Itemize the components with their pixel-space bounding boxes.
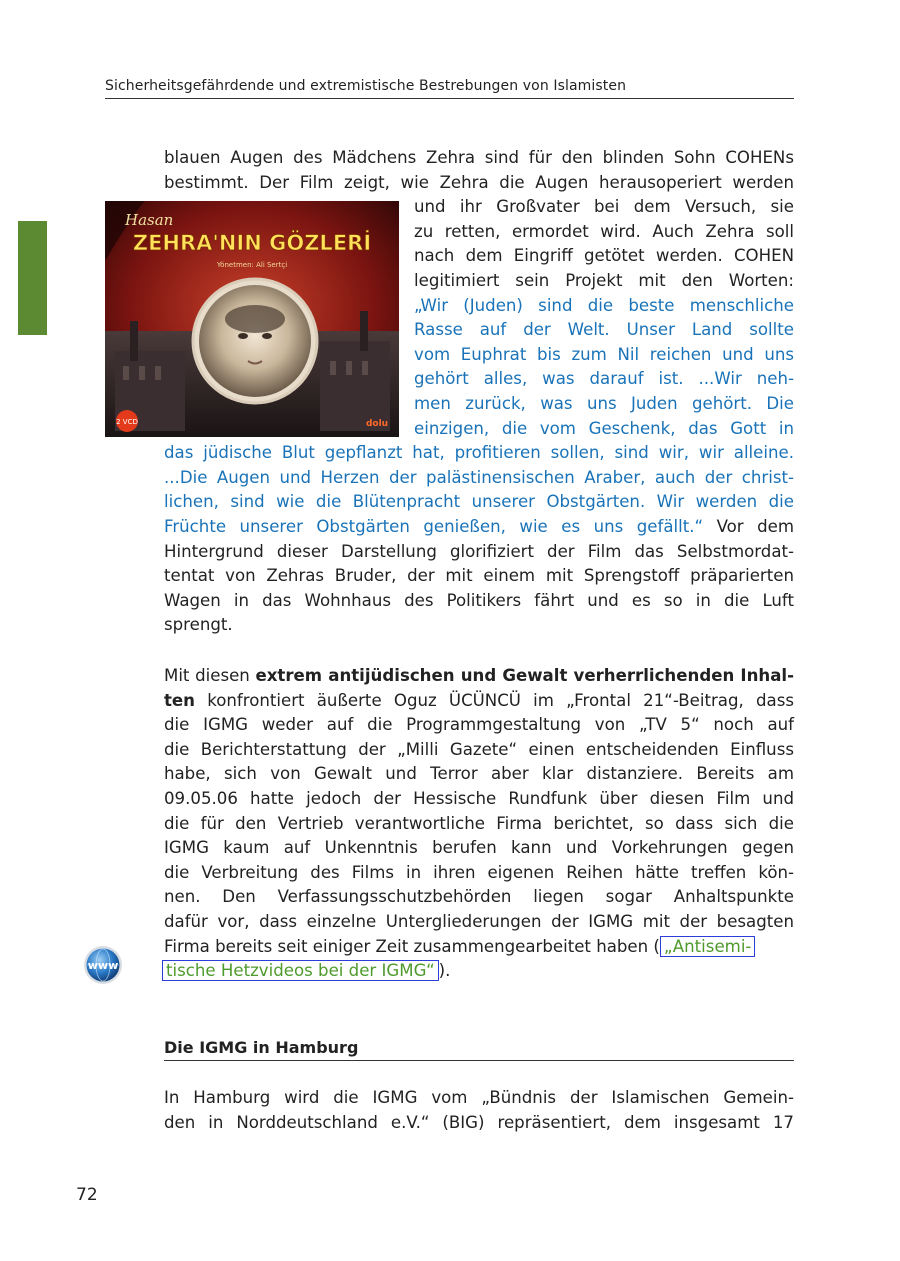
link-antisemitic-videos-part1[interactable]: „Antisemi- bbox=[660, 936, 756, 957]
text-fragment: Vor dem bbox=[703, 516, 795, 536]
text-line: die IGMG weder auf die Programmgestaltung von „TV 5“ noch auf bbox=[164, 715, 794, 735]
text-line: habe, sich von Gewalt und Terror aber klar distanziere. Bereits am bbox=[164, 764, 794, 784]
text-line: die Berichterstattung der „Milli Gazete“ einen entscheidenden Einfluss bbox=[164, 739, 794, 759]
quote-line: lichen, sind wie die Blütenpracht unserer Obstgärten. Wir werden die bbox=[164, 492, 794, 512]
text-line: 09.05.06 hatte jedoch der Hessische Rundfunk über diesen Film und bbox=[164, 788, 794, 808]
link-antisemitic-videos-part2[interactable]: tische Hetzvideos bei der IGMG“ bbox=[162, 960, 439, 981]
quote-line: men zurück, was uns Juden gehört. Die bbox=[414, 393, 794, 413]
paragraph-zehra-film bbox=[164, 146, 794, 638]
cover-subtitle: Yönetmen: Ali Sertçi bbox=[216, 261, 288, 269]
text-line bbox=[164, 515, 794, 540]
quote-line: vom Euphrat bis zum Nil reichen und uns bbox=[414, 344, 794, 364]
text-line bbox=[164, 959, 794, 984]
quote-line: einzigen, die vom Geschenk, das Gott in bbox=[414, 418, 794, 438]
text-line: legitimiert sein Projekt mit den Worten: bbox=[414, 270, 794, 290]
bold-text: ten bbox=[164, 690, 195, 710]
text-fragment: Mit diesen bbox=[164, 666, 256, 685]
text-line bbox=[164, 664, 794, 689]
text-line: sprengt. bbox=[164, 615, 233, 635]
bold-text: extrem antijüdischen und Gewalt verherrlichenden Inhal- bbox=[255, 666, 794, 685]
text-line: In Hamburg wird die IGMG vom „Bündnis der Islamischen Gemein- bbox=[164, 1088, 794, 1107]
text-line: dafür vor, dass einzelne Untergliederungen der IGMG mit der besagten bbox=[164, 911, 794, 931]
text-fragment: konfrontiert äußerte Oguz ÜCÜNCÜ im „Frontal 21“-Beitrag, dass bbox=[195, 690, 794, 710]
text-fragment: Firma bereits seit einiger Zeit zusammengearbeitet haben ( bbox=[164, 936, 660, 956]
www-label: www bbox=[87, 959, 119, 972]
text-line: nach dem Eingriff getötet werden. COHEN bbox=[414, 246, 794, 266]
text-line: den in Norddeutschland e.V.“ (BIG) repräsentiert, dem insgesamt 17 bbox=[164, 1112, 794, 1132]
text-line: blauen Augen des Mädchens Zehra sind für den blinden Sohn COHENs bbox=[164, 148, 794, 167]
text-line: die für den Vertrieb verantwortliche Firma berichtet, so dass sich die bbox=[164, 813, 794, 833]
cover-badge: 2 VCD bbox=[116, 418, 138, 426]
paragraph-igmg-hamburg bbox=[164, 1086, 794, 1135]
paragraph-igmg-response bbox=[164, 664, 794, 984]
quote-line: ...Die Augen und Herzen der palästinensischen Araber, auch der christ- bbox=[164, 467, 794, 487]
text-line: tentat von Zehras Bruder, der mit einem mit Sprengstoff präparierten bbox=[164, 566, 794, 586]
text-line: die Verbreitung des Films in ihren eigenen Reihen hätte treffen kön- bbox=[164, 862, 794, 882]
text-line bbox=[164, 935, 794, 960]
text-line: und ihr Großvater bei dem Versuch, sie bbox=[414, 197, 794, 217]
cover-title: ZEHRA'NIN GÖZLERİ bbox=[132, 231, 372, 255]
quote-end: Früchte unserer Obstgärten genießen, wie es uns gefällt.“ bbox=[164, 516, 704, 536]
www-globe-icon[interactable] bbox=[83, 945, 123, 985]
text-line: IGMG kaum auf Unkenntnis berufen kann und Vorkehrungen gegen bbox=[164, 838, 794, 858]
text-fragment: ). bbox=[438, 961, 451, 981]
running-header: Sicherheitsgefährdende und extremistische Bestrebungen von Islamisten bbox=[105, 76, 794, 99]
section-heading: Die IGMG in Hamburg bbox=[164, 1037, 794, 1061]
cover-title-top: Hasan bbox=[125, 211, 174, 229]
quote-line: Rasse auf der Welt. Unser Land sollte bbox=[414, 320, 794, 340]
text-line: Wagen in das Wohnhaus des Politikers fährt und es so in die Luft bbox=[164, 590, 794, 610]
text-line bbox=[164, 689, 794, 714]
quote-line: gehört alles, was darauf ist. ...Wir neh- bbox=[414, 369, 794, 389]
text-line: bestimmt. Der Film zeigt, wie Zehra die Augen herausoperiert werden bbox=[164, 172, 794, 192]
quote-line: „Wir (Juden) sind die beste menschliche bbox=[414, 295, 794, 315]
text-line: zu retten, ermordet wird. Auch Zehra soll bbox=[414, 221, 794, 241]
text-line: Hintergrund dieser Darstellung glorifiziert der Film das Selbstmordat- bbox=[164, 541, 794, 561]
text-line: nen. Den Verfassungsschutzbehörden liegen sogar Anhaltspunkte bbox=[164, 887, 794, 907]
cover-logo: dolu bbox=[365, 419, 389, 429]
quote-line: das jüdische Blut gepflanzt hat, profitieren sollen, sind wir, wir alleine. bbox=[164, 443, 794, 463]
page-number: 72 bbox=[76, 1185, 98, 1205]
chapter-marker-bar bbox=[18, 221, 47, 335]
